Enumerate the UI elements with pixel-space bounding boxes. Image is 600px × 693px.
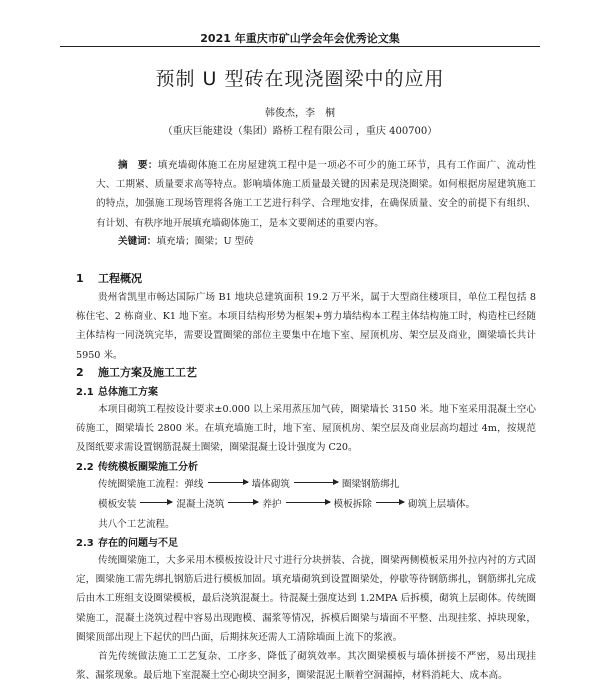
flow-step: 混凝土浇筑 — [176, 499, 225, 510]
running-header: 2021 年重庆市矿山学会年会优秀论文集 — [200, 32, 400, 45]
authors: 韩俊杰，李 桐 — [265, 108, 335, 119]
section-heading-2: 2 施工方案及施工工艺 — [76, 366, 197, 379]
flow-step: 圈梁钢筋绑扎 — [341, 479, 400, 490]
problems-paragraph-1: 传统圈梁施工，大多采用木模板按设计尺寸进行分块拼装、合拢，圈梁两侧模板采用外拉内衬的方式固定，圈梁施工需先绑扎钢筋后进行模板加固。填充墙砌筑到设置圈梁处，停歇等待钢筋绑扎，钢筋绑扎完成后由木工班组支设圈梁模板，最后浇筑混凝土。待混凝土强度达到 1.2MPA 后拆模，砌筑上层砌体。传统圈梁施工，混凝土浇筑过程中容易出现跑模、漏浆等情况，拆模后圈梁与墙面不平整、出现挂浆、掉块现象，圈梁顶部出现上下起伏的凹凸面，后期抹灰还需人工清除墙面上流下的浆液。 — [76, 555, 536, 643]
keywords-label: 关键词： — [118, 236, 157, 247]
flow-step: 砌筑上层墙体。 — [407, 499, 476, 510]
arrow-icon — [208, 482, 248, 484]
flow-step: 传统圈梁施工流程：弹线 — [98, 479, 204, 490]
keywords — [118, 233, 538, 247]
keywords-text: 填充墙；圈梁；U 型砖 — [156, 236, 254, 247]
abstract — [96, 156, 536, 233]
process-flow-line-1 — [98, 476, 399, 490]
abstract-label: 摘 要： — [118, 160, 158, 171]
plan-paragraph: 本项目砌筑工程按设计要求±0.000 以上采用蒸压加气砖，圈梁墙长 3150 米。地下室采用混凝土空心砖施工，圈梁墙长 2800 米。在填充墙施工时，地下室、屋顶机房、架空层及商业层高均超过 4m，按规范及图纸要求需设置钢筋混凝土圈梁，圈梁混凝土设计强度为 C20。 — [76, 404, 536, 454]
flow-step: 模板拆除 — [333, 499, 372, 510]
section-heading-2-1: 2.1 总体施工方案 — [76, 387, 158, 398]
arrow-icon — [140, 502, 172, 504]
arrow-icon — [228, 502, 258, 504]
process-flow-line-2 — [98, 496, 475, 510]
header-rule — [60, 46, 540, 47]
section-heading-1: 1 工程概况 — [76, 272, 142, 285]
flow-step: 模板安装 — [98, 499, 137, 510]
section-heading-2-3: 2.3 存在的问题与不足 — [76, 538, 178, 549]
arrow-icon — [286, 502, 330, 504]
section-heading-2-2: 2.2 传统模板圈梁施工分析 — [76, 462, 198, 473]
flow-step: 养护 — [262, 499, 282, 510]
paper-title: 预制 U 型砖在现浇圈梁中的应用 — [155, 68, 445, 90]
overview-paragraph: 贵州省凯里市畅达国际广场 B1 地块总建筑面积 19.2 万平米，属于大型商住楼项目，单位工程包括 8 栋住宅、2 栋商业、K1 地下室。本项目结构形势为框架+剪力墙结构本工程主体结构施工时，构造柱已经随主体结构一同浇筑完毕，需要设置圈梁的部位主要集中在地下室、屋顶机房、架空层及商业，圈梁墙长共计 5950 米。 — [76, 292, 536, 361]
problems-paragraph-2: 首先传统做法施工工艺复杂、工序多、降低了砌筑效率。其次圈梁模板与墙体拼接不严密，易出现挂浆、漏浆现象。最后地下室混凝土空心砌块空洞多，圈梁混泥土顺着空洞漏掉，材料消耗大、成本高。 — [76, 651, 536, 682]
arrow-icon — [294, 482, 338, 484]
flow-step: 墙体砌筑 — [251, 479, 290, 490]
abstract-text: 填充墙砌体施工在房屋建筑工程中是一项必不可少的施工环节，具有工作面广、流动性大、工期紧、质量要求高等特点。影响墙体施工质量最关键的因素是现浇圈梁。如何根据房屋建筑施工的特点，加强施工现场管理将各施工工艺进行科学、合理地安排，在确保质量、安全的前提下有组织、有计划、有秩序地开展填充墙砌体施工，是本文要阐述的重要内容。 — [96, 160, 537, 229]
flow-summary: 共八个工艺流程。 — [98, 519, 175, 530]
affiliation: （重庆巨能建设（集团）路桥工程有限公司 ，重庆 400700） — [162, 126, 438, 137]
arrow-icon — [376, 502, 404, 504]
